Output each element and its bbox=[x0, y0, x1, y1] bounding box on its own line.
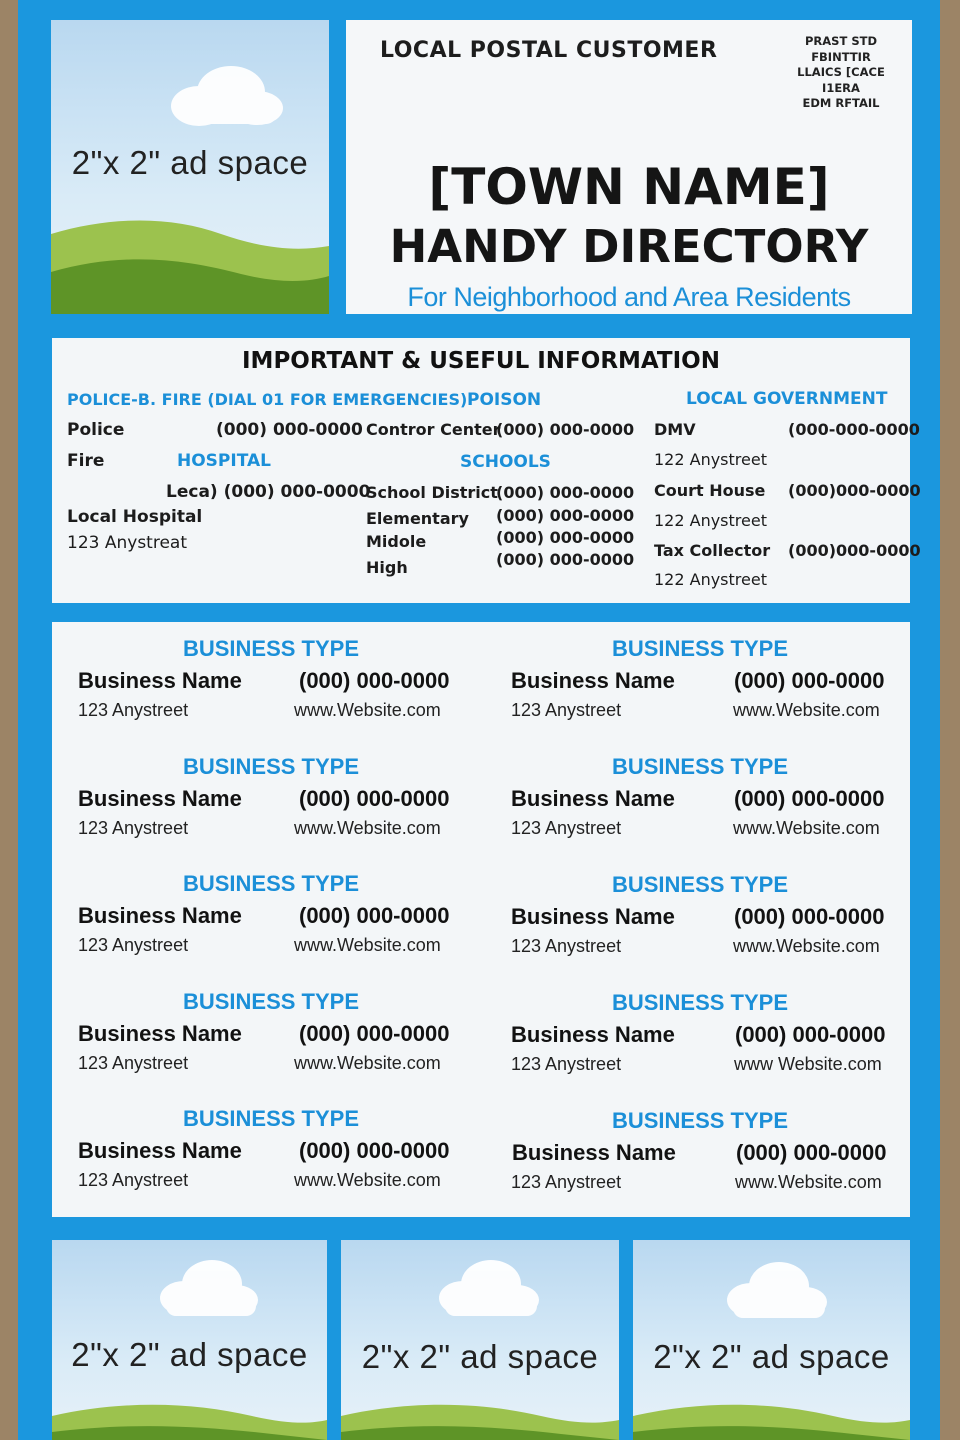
business-street: 123 Anystreet bbox=[511, 1054, 622, 1074]
directory-title: HANDY DIRECTORY bbox=[389, 220, 869, 273]
postage-permit-indicia bbox=[786, 34, 896, 112]
ad-space-bottom-3 bbox=[633, 1240, 910, 1440]
postal-customer-line: LOCAL POSTAL CUSTOMER bbox=[380, 38, 718, 63]
business-type: BUSINESS TYPE bbox=[611, 990, 789, 1015]
business-entry bbox=[52, 871, 490, 971]
cloud-icon bbox=[727, 1262, 827, 1318]
police-phone: (000) 000-0000 bbox=[216, 420, 363, 440]
business-type: BUSINESS TYPE bbox=[182, 754, 360, 779]
header-panel bbox=[346, 20, 912, 314]
business-street: 123 Anystreet bbox=[511, 818, 622, 838]
hospital-street: 123 Anystreat bbox=[67, 533, 187, 553]
court-house-street: 122 Anystreet bbox=[654, 511, 767, 530]
business-website: www.Website.com bbox=[294, 818, 441, 838]
middle-phone: (000) 000-0000 bbox=[496, 528, 635, 547]
business-website: www.Website.com bbox=[294, 935, 441, 955]
business-name: Business Name bbox=[511, 668, 675, 693]
cloud-icon bbox=[171, 66, 283, 126]
business-type: BUSINESS TYPE bbox=[182, 636, 360, 661]
business-name: Business Name bbox=[511, 786, 675, 811]
dmv-street: 122 Anystreet bbox=[654, 450, 767, 469]
business-phone: (000) 000-0000 bbox=[299, 668, 450, 693]
ad-space-bottom-2 bbox=[341, 1240, 619, 1440]
school-district-label: School District bbox=[366, 483, 498, 502]
business-phone: (000) 000-0000 bbox=[734, 668, 885, 693]
business-type: BUSINESS TYPE bbox=[611, 636, 789, 661]
hospital-name: Local Hospital bbox=[67, 507, 203, 527]
business-type: BUSINESS TYPE bbox=[611, 872, 789, 897]
business-street: 123 Anystreet bbox=[511, 700, 622, 720]
business-website: www.Website.com bbox=[294, 1053, 441, 1073]
business-phone: (000) 000-0000 bbox=[735, 1022, 886, 1047]
ad-space-top bbox=[51, 20, 329, 314]
business-name: Business Name bbox=[78, 1021, 242, 1046]
business-type: BUSINESS TYPE bbox=[182, 989, 360, 1014]
hospital-phone-line: Leca) (000) 000-0000 bbox=[166, 482, 371, 502]
business-phone: (000) 000-0000 bbox=[299, 1138, 450, 1163]
permit-line: I1ERA bbox=[822, 80, 860, 95]
business-phone: (000) 000-0000 bbox=[734, 904, 885, 929]
business-listings-left bbox=[52, 622, 490, 1217]
business-name: Business Name bbox=[512, 1140, 676, 1165]
ad-space-bottom-1 bbox=[52, 1240, 327, 1440]
business-type: BUSINESS TYPE bbox=[182, 1106, 360, 1131]
police-fire-heading: POLICE-B. FIRE (DIAL 01 FOR EMERGENCIES) bbox=[67, 390, 468, 409]
schools-heading: SCHOOLS bbox=[460, 452, 551, 472]
school-district-phone: (000) 000-0000 bbox=[496, 483, 635, 502]
business-phone: (000) 000-0000 bbox=[299, 903, 450, 928]
business-street: 123 Anystreet bbox=[511, 936, 622, 956]
business-name: Business Name bbox=[78, 1138, 242, 1163]
ad-space-label: 2"x 2" ad space bbox=[71, 144, 309, 181]
business-street: 123 Anystreet bbox=[78, 935, 189, 955]
business-type: BUSINESS TYPE bbox=[182, 871, 360, 896]
hospital-heading: HOSPITAL bbox=[177, 451, 271, 471]
info-title: IMPORTANT & USEFUL INFORMATION bbox=[242, 348, 720, 374]
business-entry bbox=[490, 872, 910, 972]
business-phone: (000) 000-0000 bbox=[736, 1140, 887, 1165]
permit-line: PRAST STD bbox=[805, 34, 877, 48]
tax-collector-street: 122 Anystreet bbox=[654, 570, 767, 589]
police-label: Police bbox=[67, 420, 125, 440]
business-phone: (000) 000-0000 bbox=[299, 786, 450, 811]
business-name: Business Name bbox=[78, 786, 242, 811]
permit-line: EDM RFTAIL bbox=[802, 96, 880, 110]
directory-mailer bbox=[18, 0, 940, 1440]
business-name: Business Name bbox=[78, 903, 242, 928]
ad-space-label: 2"x 2" ad space bbox=[71, 1336, 308, 1373]
business-website: www Website.com bbox=[734, 1054, 882, 1074]
cloud-icon bbox=[439, 1260, 539, 1316]
business-entry bbox=[490, 636, 910, 736]
ad-space-label: 2"x 2" ad space bbox=[653, 1338, 890, 1375]
business-street: 123 Anystreet bbox=[78, 818, 189, 838]
cloud-icon bbox=[160, 1260, 258, 1316]
business-website: www.Website.com bbox=[733, 818, 880, 838]
business-street: 123 Anystreet bbox=[78, 1170, 189, 1190]
important-info-panel bbox=[52, 338, 921, 603]
permit-line: LLAICS [CACE bbox=[797, 65, 885, 79]
poison-heading: POISON bbox=[467, 390, 542, 410]
business-type: BUSINESS TYPE bbox=[611, 1108, 789, 1133]
business-website: www.Website.com bbox=[294, 1170, 441, 1190]
fire-label: Fire bbox=[67, 451, 105, 471]
business-entry bbox=[52, 636, 490, 736]
business-entry bbox=[490, 1108, 910, 1208]
dmv-label: DMV bbox=[654, 420, 696, 439]
elementary-phone: (000) 000-0000 bbox=[496, 506, 635, 525]
court-house-label: Court House bbox=[654, 481, 766, 500]
town-name-title: [TOWN NAME] bbox=[428, 158, 830, 216]
business-phone: (000) 000-0000 bbox=[734, 786, 885, 811]
dmv-phone: (000-000-0000 bbox=[788, 420, 920, 439]
business-entry bbox=[52, 1106, 490, 1206]
business-listings-right bbox=[490, 622, 910, 1217]
permit-line: FBINTTIR bbox=[811, 49, 871, 64]
tax-collector-label: Tax Collector bbox=[654, 541, 771, 560]
business-type: BUSINESS TYPE bbox=[611, 754, 789, 779]
high-phone: (000) 000-0000 bbox=[496, 550, 635, 569]
ad-space-label: 2"x 2" ad space bbox=[361, 1338, 599, 1375]
business-phone: (000) 000-0000 bbox=[299, 1021, 450, 1046]
business-name: Business Name bbox=[511, 1022, 675, 1047]
business-street: 123 Anystreet bbox=[78, 1053, 189, 1073]
middle-label: Midole bbox=[366, 532, 427, 551]
business-website: www.Website.com bbox=[735, 1172, 882, 1192]
business-street: 123 Anystreet bbox=[511, 1172, 622, 1192]
business-entry bbox=[490, 990, 910, 1090]
tax-collector-phone: (000)000-0000 bbox=[788, 541, 921, 560]
business-street: 123 Anystreet bbox=[78, 700, 189, 720]
business-entry bbox=[490, 754, 910, 854]
business-entry bbox=[52, 754, 490, 854]
business-website: www.Website.com bbox=[733, 700, 880, 720]
business-name: Business Name bbox=[511, 904, 675, 929]
elementary-label: Elementary bbox=[366, 509, 469, 528]
business-website: www.Website.com bbox=[294, 700, 441, 720]
poison-phone: (000) 000-0000 bbox=[496, 420, 635, 439]
government-heading: LOCAL GOVERNMENT bbox=[686, 389, 888, 409]
business-entry bbox=[52, 989, 490, 1089]
header-subtitle: For Neighborhood and Area Residents bbox=[407, 282, 851, 312]
high-label: High bbox=[366, 558, 408, 577]
business-name: Business Name bbox=[78, 668, 242, 693]
poison-label: Contror Center bbox=[366, 420, 501, 439]
business-website: www.Website.com bbox=[733, 936, 880, 956]
court-house-phone: (000)000-0000 bbox=[788, 481, 921, 500]
